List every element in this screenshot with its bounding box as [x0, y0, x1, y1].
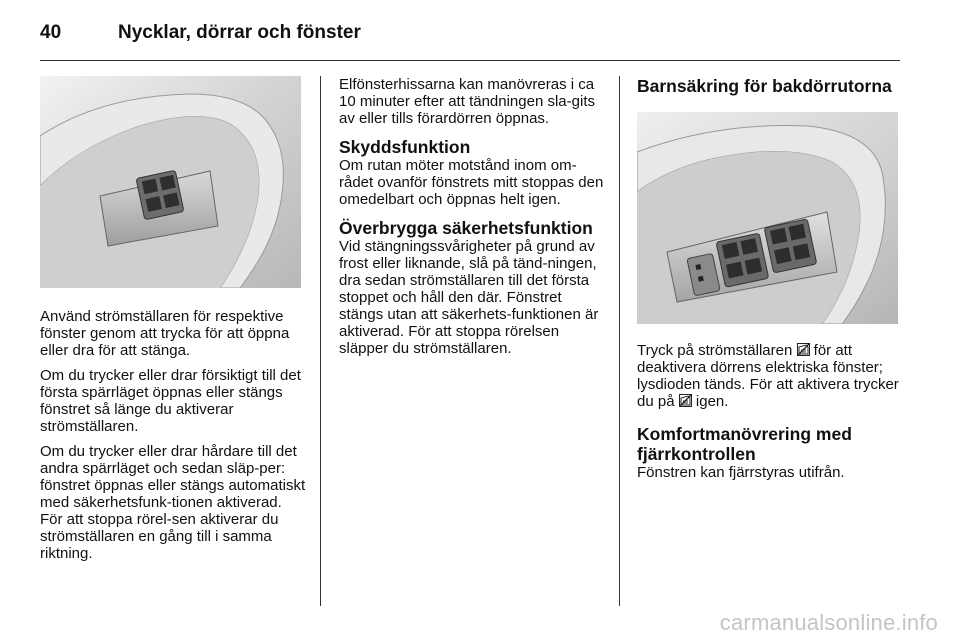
child-lock-text-start: Tryck på strömställaren: [637, 342, 793, 359]
rear-window-switch-illustration: [637, 112, 898, 324]
door-switch-drawing: [40, 76, 301, 288]
rear-switch-drawing: [637, 112, 898, 324]
heading-comfort-remote: Komfortmanövrering med fjärrkontrollen: [637, 424, 852, 464]
child-lock-window-icon: [679, 394, 692, 407]
door-switch-illustration: [40, 76, 301, 288]
child-lock-window-icon: [797, 343, 810, 356]
paragraph-operation-time: Elfönsterhissarna kan manövreras i ca 10 minuter efter att tändningen sla-gits av eller tills förardörren öppnas.: [339, 76, 595, 127]
child-lock-text-middle: för att deaktivera dörrens elektriska fönster; lysdioden tänds. För att aktivera trycker du på: [637, 342, 899, 410]
heading-protection: Skyddsfunktion: [339, 137, 471, 157]
column-1: [40, 76, 306, 570]
heading-child-safety: Barnsäkring för bakdörrutorna: [637, 76, 892, 96]
watermark: carmanualsonline.info: [719, 610, 938, 635]
column-2: [339, 76, 607, 365]
paragraph-second-detent: Om du trycker eller drar hårdare till det andra spärrläget och sedan släp-per: fönstret öppnas eller stängs automatiskt med säkerhetsfunk-tionen aktiverad. För att stoppa rörel-sen aktiverar du strömställaren en gång till i samma riktning.: [40, 443, 306, 562]
column-3: [637, 76, 905, 489]
paragraph-first-detent: Om du trycker eller drar försiktigt till det första spärrläget öppnas eller stängs fönstret så länge du aktiverar strömställaren.: [40, 367, 301, 435]
paragraph-comfort-remote: Fönstren kan fjärrstyras utifrån.: [637, 464, 845, 481]
paragraph-child-lock: [637, 342, 905, 410]
heading-override-safety: Överbrygga säkerhetsfunktion: [339, 218, 593, 238]
paragraph-operate-switch: Använd strömställaren för respektive fönster genom att trycka för att öppna eller dra för att stänga.: [40, 308, 290, 359]
paragraph-protection: Om rutan möter motstånd inom om-rådet ovanför fönstrets mitt stoppas den omedelbart och öppnas helt igen.: [339, 157, 604, 208]
page-number: 40: [40, 22, 62, 43]
page-title: Nycklar, dörrar och fönster: [118, 22, 361, 43]
child-lock-text-end: igen.: [695, 393, 729, 410]
paragraph-override-safety: Vid stängningssvårigheter på grund av frost eller liknande, slå på tänd-ningen, dra sedan strömställaren till det första stoppet och håll den där. Fönstret stängs utan att säkerhets-funktionen är aktiverad. För att stoppa rörelsen släpper du strömställaren.: [339, 238, 599, 357]
column-divider-2: [619, 76, 620, 606]
header-divider: [40, 60, 900, 61]
column-divider-1: [320, 76, 321, 606]
page-header: [40, 18, 900, 48]
